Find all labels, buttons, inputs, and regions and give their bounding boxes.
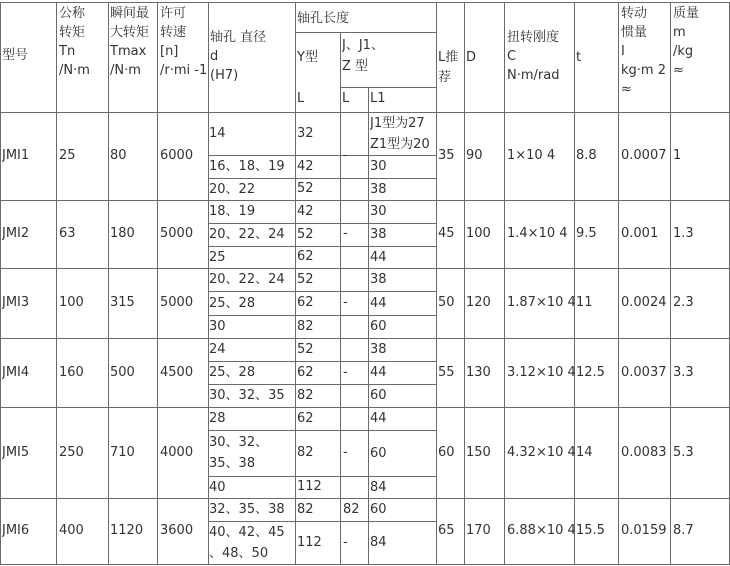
- header-l-recommended: 荐: [438, 70, 452, 85]
- row-max-torque: 710: [110, 445, 135, 460]
- row-y-length: 52: [297, 181, 314, 196]
- row-l1: 60: [370, 446, 387, 461]
- row-l1: 60: [370, 502, 387, 517]
- row-l-recommended: 60: [438, 445, 455, 460]
- row-l-recommended: 45: [438, 226, 455, 241]
- row-l1: 38: [370, 342, 387, 357]
- row-inertia: 0.0159: [621, 523, 667, 538]
- row-mass: 2.3: [673, 295, 694, 310]
- row-bore-diameter: 20、22、24: [209, 272, 285, 287]
- header-l-recommended: L推: [438, 50, 459, 65]
- row-t: 9.5: [576, 226, 597, 241]
- row-speed: 4500: [160, 365, 194, 380]
- row-speed: 3600: [160, 523, 194, 538]
- header-mass: 质量: [673, 6, 700, 21]
- row-nominal-torque: 400: [59, 523, 84, 538]
- row-bore-diameter: 16、18、19: [209, 159, 285, 174]
- row-y-length: 42: [297, 159, 314, 174]
- row-y-length: 42: [297, 204, 314, 219]
- row-max-torque: 315: [110, 295, 135, 310]
- row-model: JMI4: [2, 365, 30, 380]
- header-torque: 公称: [59, 6, 86, 21]
- row-nominal-torque: 25: [59, 148, 76, 163]
- row-bore-diameter: 14: [209, 126, 226, 141]
- row-l1: 38: [370, 272, 387, 287]
- grid-line: [208, 246, 437, 247]
- row-l1: 44: [370, 365, 387, 380]
- row-l1: 30: [370, 159, 387, 174]
- row-y-length: 52: [297, 272, 314, 287]
- row-speed: 5000: [160, 226, 194, 241]
- row-mass: 1.3: [673, 226, 694, 241]
- row-t: 15.5: [576, 523, 605, 538]
- row-d: 100: [466, 226, 491, 241]
- grid-line: [56, 2, 57, 565]
- header-torque: /N·m: [59, 63, 90, 78]
- row-l-recommended: 50: [438, 295, 455, 310]
- grid-line: [618, 2, 619, 565]
- row-y-length: 82: [297, 445, 314, 460]
- row-l1: 38: [370, 182, 387, 197]
- row-bore-diameter: 25、28: [209, 365, 256, 380]
- row-y-length: 82: [297, 502, 314, 517]
- row-l1: Z1型为20: [370, 137, 430, 152]
- row-speed: 4000: [160, 445, 194, 460]
- row-y-length: 52: [297, 227, 314, 242]
- header-speed: 许可: [160, 6, 187, 21]
- grid-line: [157, 2, 158, 565]
- row-d: 90: [466, 148, 483, 163]
- row-stiffness: 4.32×10 4: [507, 445, 576, 460]
- header-bore: (H7): [210, 68, 239, 83]
- header-t: t: [576, 50, 582, 65]
- header-mass: m: [673, 25, 686, 40]
- header-inertia: 转动: [621, 6, 648, 21]
- row-y-length: 82: [297, 388, 314, 403]
- grid-line: [464, 2, 465, 565]
- row-l1: 60: [370, 388, 387, 403]
- row-t: 8.8: [576, 148, 597, 163]
- row-y-length: 62: [297, 249, 314, 264]
- row-model: JMI3: [2, 295, 30, 310]
- row-max-torque: 1120: [110, 523, 144, 538]
- header-speed: [n]: [160, 44, 179, 59]
- header-max-torque: 大转矩: [110, 25, 150, 40]
- row-model: JMI5: [2, 445, 30, 460]
- row-t: 12.5: [576, 365, 605, 380]
- grid-line: [0, 498, 730, 499]
- grid-line: [208, 430, 437, 431]
- header-max-torque: 瞬间最: [110, 6, 150, 21]
- grid-line: [436, 2, 437, 565]
- header-d: D: [466, 50, 477, 65]
- row-d: 120: [466, 295, 491, 310]
- grid-line: [208, 291, 437, 292]
- row-l-j: -: [343, 148, 348, 163]
- row-bore-diameter: 30、32、35: [209, 388, 285, 403]
- row-max-torque: 500: [110, 365, 135, 380]
- row-inertia: 0.0083: [621, 445, 667, 460]
- row-model: JMI1: [2, 148, 30, 163]
- row-y-length: 82: [297, 319, 314, 334]
- grid-line: [504, 2, 505, 565]
- row-l-recommended: 55: [438, 365, 455, 380]
- header-l1: L1: [370, 91, 386, 106]
- row-l-j: -: [343, 445, 348, 460]
- header-l-j: L: [342, 91, 350, 106]
- row-nominal-torque: 250: [59, 445, 84, 460]
- row-stiffness: 1.4×10 4: [507, 226, 568, 241]
- row-max-torque: 180: [110, 226, 135, 241]
- grid-line: [0, 268, 730, 269]
- grid-line: [0, 200, 730, 201]
- row-l1: 60: [370, 319, 387, 334]
- header-model: 型号: [2, 48, 29, 63]
- row-y-length: 32: [297, 126, 314, 141]
- header-inertia: ≈: [621, 82, 632, 97]
- header-inertia: I: [621, 44, 625, 59]
- grid-line: [670, 2, 671, 565]
- row-mass: 5.3: [673, 445, 694, 460]
- row-y-length: 62: [297, 295, 314, 310]
- grid-line: [368, 87, 369, 565]
- grid-line: [0, 407, 730, 408]
- header-j-type: Z 型: [342, 59, 369, 74]
- row-l-j: 82: [343, 502, 360, 517]
- row-inertia: 0.0007: [621, 148, 667, 163]
- row-stiffness: 3.12×10 4: [507, 365, 576, 380]
- grid-line: [208, 476, 437, 477]
- row-bore-diameter: 20、22、24: [209, 227, 285, 242]
- row-y-length: 62: [297, 365, 314, 380]
- row-l-recommended: 65: [438, 523, 455, 538]
- row-bore-diameter: 24: [209, 342, 226, 357]
- row-bore-diameter: 40、42、45: [209, 525, 285, 540]
- grid-line: [0, 338, 730, 339]
- row-bore-diameter: 25: [209, 250, 226, 265]
- row-l-j: -: [343, 535, 348, 550]
- header-speed: /r·mi -1: [160, 63, 208, 78]
- row-nominal-torque: 100: [59, 295, 84, 310]
- header-mass: ≈: [673, 63, 684, 78]
- row-d: 130: [466, 365, 491, 380]
- row-model: JMI6: [2, 523, 30, 538]
- row-bore-diameter: 30、32、: [209, 435, 269, 450]
- grid-line: [574, 2, 575, 565]
- row-nominal-torque: 63: [59, 226, 76, 241]
- row-l1: 44: [370, 411, 387, 426]
- row-bore-diameter: 20、22: [209, 182, 256, 197]
- header-y-type: Y型: [297, 50, 318, 65]
- header-inertia: kg·m 2: [621, 63, 666, 78]
- row-l1: 44: [370, 296, 387, 311]
- row-y-length: 52: [297, 342, 314, 357]
- header-stiffness: C: [507, 49, 517, 64]
- grid-line: [108, 2, 109, 565]
- grid-line: [295, 2, 296, 565]
- row-mass: 1: [673, 148, 682, 163]
- row-bore-diameter: 25、28: [209, 296, 256, 311]
- row-speed: 6000: [160, 148, 194, 163]
- grid-line: [340, 87, 437, 88]
- row-bore-diameter: 28: [209, 411, 226, 426]
- header-torque: Tn: [59, 44, 76, 59]
- row-l1: 84: [370, 535, 387, 550]
- row-bore-diameter: 30: [209, 319, 226, 334]
- header-torque: 转矩: [59, 25, 86, 40]
- row-d: 170: [466, 523, 491, 538]
- row-bore-diameter: 18、19: [209, 204, 256, 219]
- row-y-length: 62: [297, 411, 314, 426]
- header-inertia: 惯量: [621, 25, 648, 40]
- header-bore-length: 轴孔长度: [297, 11, 350, 26]
- grid-line: [340, 32, 341, 565]
- grid-line: [208, 315, 437, 316]
- row-inertia: 0.0024: [621, 295, 667, 310]
- row-stiffness: 1.87×10 4: [507, 295, 576, 310]
- row-stiffness: 6.88×10 4: [507, 523, 576, 538]
- row-t: 11: [576, 295, 593, 310]
- row-l-recommended: 35: [438, 148, 455, 163]
- row-stiffness: 1×10 4: [507, 148, 556, 163]
- grid-line: [295, 32, 437, 33]
- row-mass: 3.3: [673, 365, 694, 380]
- row-l1: J1型为27: [370, 116, 425, 131]
- grid-line: [0, 2, 730, 3]
- grid-line: [0, 564, 730, 565]
- header-max-torque: Tmax: [110, 44, 147, 59]
- row-t: 14: [576, 445, 593, 460]
- row-y-length: 112: [297, 535, 322, 550]
- row-bore-diameter: 35、38: [209, 456, 256, 471]
- header-mass: /kg: [673, 44, 694, 59]
- row-l1: 44: [370, 250, 387, 265]
- grid-line: [0, 112, 730, 113]
- row-l-j: -: [343, 295, 348, 310]
- row-nominal-torque: 160: [59, 365, 84, 380]
- row-d: 150: [466, 445, 491, 460]
- row-l-j: -: [343, 226, 348, 241]
- row-l-j: -: [343, 365, 348, 380]
- row-bore-diameter: 、48、50: [209, 546, 269, 561]
- row-l1: 84: [370, 480, 387, 495]
- header-stiffness: 扭转刚度: [507, 30, 560, 45]
- grid-line: [0, 2, 1, 565]
- row-l1: 38: [370, 227, 387, 242]
- row-inertia: 0.001: [621, 226, 659, 241]
- row-y-length: 112: [297, 479, 322, 494]
- row-model: JMI2: [2, 226, 30, 241]
- row-mass: 8.7: [673, 523, 694, 538]
- row-speed: 5000: [160, 295, 194, 310]
- row-inertia: 0.0037: [621, 365, 667, 380]
- row-l1: 30: [370, 204, 387, 219]
- header-max-torque: /N·m: [110, 63, 141, 78]
- header-l: L: [297, 91, 305, 106]
- row-max-torque: 80: [110, 148, 127, 163]
- header-stiffness: N·m/rad: [507, 68, 560, 83]
- row-bore-diameter: 32、35、38: [209, 502, 285, 517]
- header-bore: 轴孔 直径: [210, 30, 267, 45]
- header-j-type: J、J1、: [342, 38, 384, 53]
- header-bore: d: [210, 49, 219, 64]
- header-speed: 转速: [160, 25, 187, 40]
- row-bore-diameter: 40: [209, 480, 226, 495]
